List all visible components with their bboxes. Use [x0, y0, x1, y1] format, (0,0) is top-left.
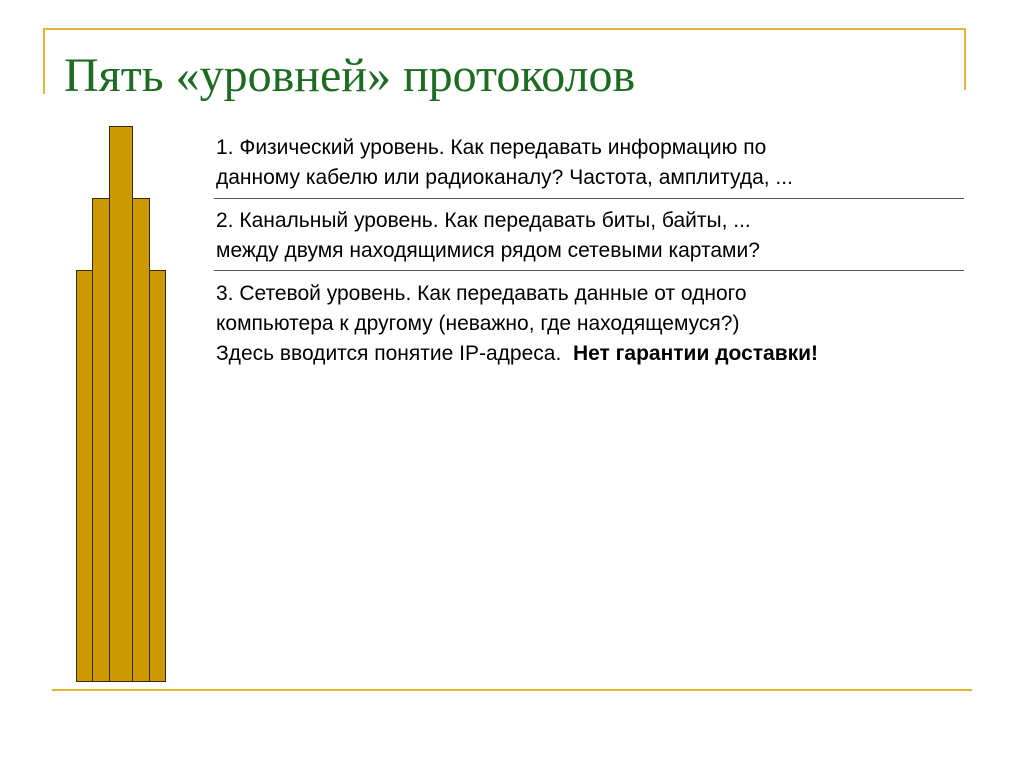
bar-center — [109, 126, 133, 682]
layer-1-line-1: 1. Физический уровень. Как передавать информацию по — [216, 136, 767, 159]
layer-3-line-1: 3. Сетевой уровень. Как передавать данные от одного — [216, 282, 747, 305]
layer-1-text — [216, 133, 793, 193]
layer-3-line-2: компьютера к другому (неважно, где находящемуся?) — [216, 312, 740, 335]
layer-2-line-1: 2. Канальный уровень. Как передавать биты, байты, ... — [216, 209, 751, 232]
layer-3-line-3 — [216, 339, 818, 369]
frame-left-line — [43, 28, 45, 94]
frame-bottom-line — [52, 689, 972, 691]
frame-right-line — [964, 28, 966, 90]
bar-inner-right — [132, 198, 150, 682]
layer-2-text — [216, 206, 760, 266]
slide-title: Пять «уровней» протоколов — [64, 49, 636, 102]
layer-3-line-3-text: Здесь вводится понятие IP-адреса. — [216, 342, 573, 365]
divider-1 — [214, 198, 964, 199]
layer-1-line-2: данному кабелю или радиоканалу? Частота, амплитуда, ... — [216, 166, 793, 189]
no-delivery-guarantee-note: Нет гарантии доставки! — [572, 342, 819, 365]
bar-outer-right — [148, 270, 166, 682]
layer-3-text — [216, 279, 818, 369]
frame-top-line — [43, 28, 965, 30]
bar-inner-left — [92, 198, 110, 682]
layer-2-line-2: между двумя находящимися рядом сетевыми картами? — [216, 239, 760, 262]
divider-2 — [214, 270, 964, 271]
